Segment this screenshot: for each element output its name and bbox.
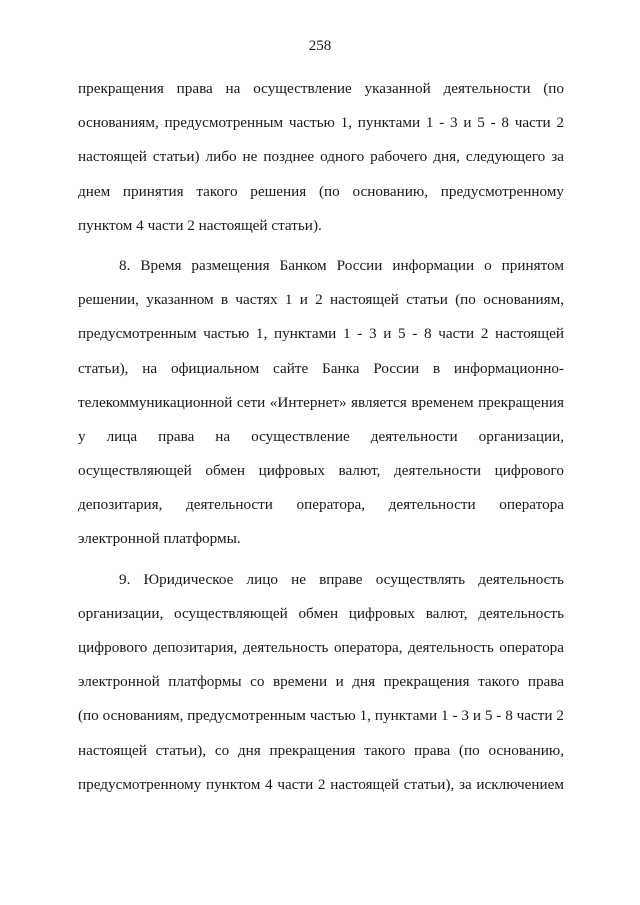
- text-line-last: электронной платформы.: [78, 530, 241, 548]
- text-line-last: пунктом 4 части 2 настоящей статьи).: [78, 216, 322, 234]
- paragraph-continuation: [78, 72, 564, 243]
- text-line: настоящей статьи) либо не позднее одного рабочего дня, следующего за: [78, 148, 564, 166]
- text-line: у лица права на осуществление деятельности организации,: [78, 427, 564, 445]
- text-line: организации, осуществляющей обмен цифровых валют, деятельность: [78, 604, 564, 622]
- paragraph-8: [78, 249, 564, 557]
- text-line: осуществляющей обмен цифровых валют, деятельности цифрового: [78, 462, 564, 480]
- text-line-first: 9. Юридическое лицо не вправе осуществлять деятельность: [119, 570, 564, 588]
- text-line: телекоммуникационной сети «Интернет» является временем прекращения: [78, 393, 564, 411]
- paragraph-9: [78, 563, 564, 802]
- text-line: статьи), на официальном сайте Банка России в информационно-: [78, 359, 564, 377]
- text-line: решении, указанном в частях 1 и 2 настоящей статьи (по основаниям,: [78, 291, 564, 309]
- page-number: 258: [308, 38, 332, 54]
- text-line: цифрового депозитария, деятельность оператора, деятельность оператора: [78, 639, 564, 656]
- text-line: депозитария, деятельности оператора, деятельности оператора: [78, 496, 564, 514]
- text-line: электронной платформы со времени и дня прекращения такого права: [78, 673, 564, 691]
- text-line: основаниям, предусмотренным частью 1, пунктами 1 - 3 и 5 - 8 части 2: [78, 114, 564, 132]
- text-line: настоящей статьи), со дня прекращения такого права (по основанию,: [78, 741, 564, 759]
- document-body: [78, 72, 564, 802]
- text-line: предусмотренным частью 1, пунктами 1 - 3 и 5 - 8 части 2 настоящей: [78, 325, 564, 343]
- text-line: (по основаниям, предусмотренным частью 1, пунктами 1 - 3 и 5 - 8 части 2: [78, 707, 564, 725]
- text-line: днем принятия такого решения (по основанию, предусмотренному: [78, 182, 564, 200]
- text-line: прекращения права на осуществление указанной деятельности (по: [78, 80, 564, 97]
- text-line-first: 8. Время размещения Банком России информации о принятом: [119, 256, 564, 274]
- text-line: предусмотренному пунктом 4 части 2 настоящей статьи), за исключением: [78, 775, 564, 793]
